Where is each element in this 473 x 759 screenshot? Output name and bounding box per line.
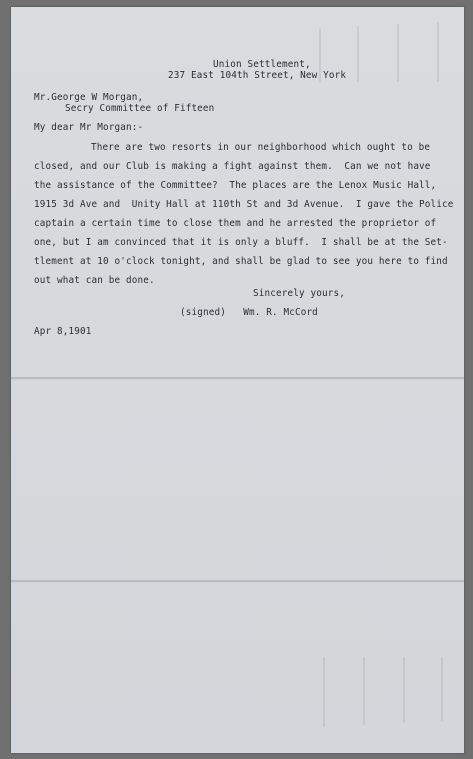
letter-paper xyxy=(11,7,464,753)
salutation: My dear Mr Morgan:- xyxy=(34,122,144,133)
closing: Sincerely yours, xyxy=(253,288,345,299)
recipient-title: Secry Committee of Fifteen xyxy=(65,103,215,114)
body-line: the assistance of the Committee? The places are the Lenox Music Hall, xyxy=(34,180,437,191)
letter-date: Apr 8,1901 xyxy=(34,326,92,337)
body-line: closed, and our Club is making a fight against them. Can we not have xyxy=(34,161,431,172)
letter-text xyxy=(11,7,464,753)
org-name: Union Settlement, xyxy=(213,59,311,70)
body-line: There are two resorts in our neighborhood which ought to be xyxy=(91,142,431,153)
signature: (signed) Wm. R. McCord xyxy=(180,307,318,318)
body-line: 1915 3d Ave and Unity Hall at 110th St and 3d Avenue. I gave the Police xyxy=(34,199,454,210)
body-line: tlement at 10 o'clock tonight, and shall be glad to see you here to find xyxy=(34,256,448,267)
body-line: captain a certain time to close them and he arrested the proprietor of xyxy=(34,218,437,229)
body-line: one, but I am convinced that it is only a bluff. I shall be at the Set- xyxy=(34,237,448,248)
recipient-name: Mr.George W Morgan, xyxy=(34,92,144,103)
org-address: 237 East 104th Street, New York xyxy=(168,70,347,81)
body-line: out what can be done. xyxy=(34,275,155,286)
